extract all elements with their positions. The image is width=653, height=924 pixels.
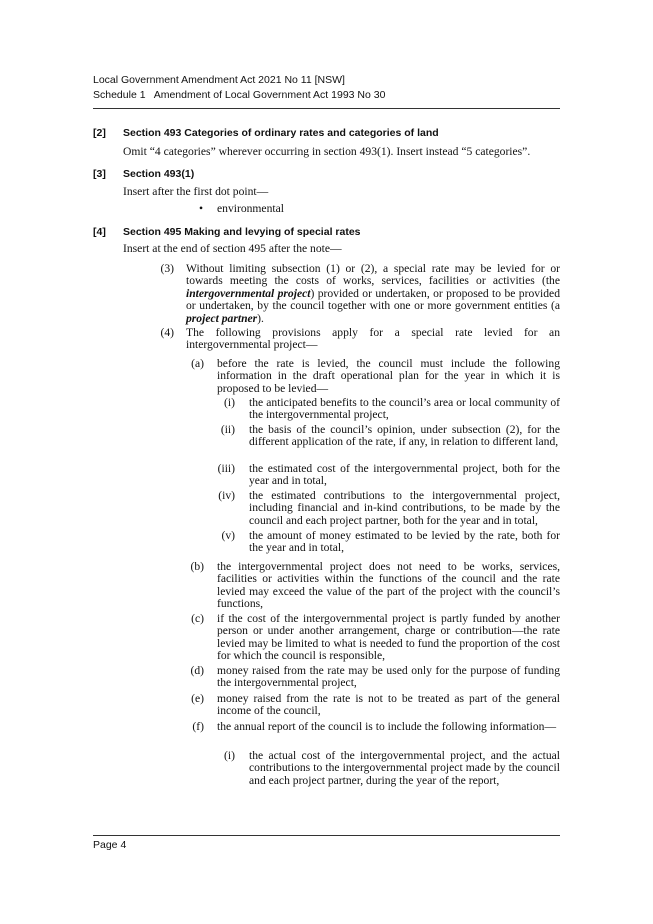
subparagraph-label: (i)	[224, 396, 235, 409]
paragraph-label: (d)	[190, 664, 204, 677]
running-header-title: Local Government Amendment Act 2021 No 11 [NSW]	[93, 74, 345, 86]
paragraph-text: if the cost of the intergovernmental project is partly funded by another person or under another arrangement, charge or contribution—the rate levied may be limited to what is needed to fund the proportion of the cost for which the council is responsible,	[217, 612, 560, 663]
subparagraph-label: (i)	[224, 749, 235, 762]
paragraph-text: money raised from the rate is not to be treated as part of the general income of the council,	[217, 692, 560, 718]
subparagraph-label: (v)	[221, 529, 235, 542]
paragraph-label: (e)	[191, 692, 204, 705]
paragraph-text: money raised from the rate may be used only for the purpose of funding the intergovernmental project,	[217, 664, 560, 690]
defined-term: intergovernmental project	[186, 286, 311, 300]
bullet-icon: •	[199, 202, 204, 215]
paragraph-label: (f)	[192, 720, 204, 733]
header-rule	[93, 108, 560, 109]
subsection-label: (4)	[160, 326, 174, 339]
paragraph-label: (b)	[190, 560, 204, 573]
subparagraph-text: the amount of money estimated to be levied by the rate, both for the year and in total,	[249, 529, 560, 555]
subsection-label: (3)	[160, 262, 174, 275]
amendment-heading: Section 495 Making and levying of special rates	[123, 226, 361, 238]
paragraph-text: before the rate is levied, the council must include the following information in the draft operational plan for the year in which it is proposed to be levied—	[217, 357, 560, 395]
defined-term: project partner	[186, 311, 258, 325]
subparagraph-label: (iv)	[218, 489, 235, 502]
subsection-text: Without limiting subsection (1) or (2), a special rate may be levied for or towards meeting the costs of works, services, facilities or activities (the intergovernmental project) provided or undertaken, or proposed to be provided or undertaken, by the council together with one or more government entities (a project partner).	[186, 262, 560, 325]
amendment-number: [4]	[93, 226, 106, 238]
subsection-text: The following provisions apply for a special rate levied for an intergovernmental project—	[186, 326, 560, 352]
page-number: Page 4	[93, 839, 127, 851]
paragraph-label: (a)	[191, 357, 204, 370]
amendment-text: Insert after the first dot point—	[123, 185, 269, 198]
paragraph-label: (c)	[191, 612, 204, 625]
subparagraph-text: the anticipated benefits to the council’s area or local community of the intergovernmental project,	[249, 396, 560, 422]
amendment-heading: Section 493 Categories of ordinary rates and categories of land	[123, 127, 439, 139]
paragraph-text: the intergovernmental project does not need to be works, services, facilities or activities within the functions of the council and the rate levied may exceed the value of the part of the project with the council’s functions,	[217, 560, 560, 611]
amendment-number: [2]	[93, 127, 106, 139]
subparagraph-text: the estimated contributions to the intergovernmental project, including financial and in-kind contributions, to be made by the council and each project partner, both for the year and in total,	[249, 489, 560, 527]
footer-rule	[93, 835, 560, 836]
paragraph-text: the annual report of the council is to include the following information—	[217, 720, 557, 733]
amendment-text: Insert at the end of section 495 after the note—	[123, 242, 342, 255]
subparagraph-label: (ii)	[220, 423, 235, 436]
amendment-text: Omit “4 categories” wherever occurring in section 493(1). Insert instead “5 categories”.	[123, 145, 531, 158]
subparagraph-label: (iii)	[217, 462, 235, 475]
amendment-number: [3]	[93, 168, 106, 180]
bullet-text: environmental	[217, 202, 284, 215]
subparagraph-text: the actual cost of the intergovernmental project, and the actual contributions to the intergovernmental project made by the council and each project partner, during the year of the report,	[249, 749, 560, 787]
subparagraph-text: the basis of the council’s opinion, under subsection (2), for the different application of the rate, if any, in relation to different land,	[249, 423, 560, 449]
running-header-schedule: Schedule 1 Amendment of Local Government Act 1993 No 30	[93, 89, 386, 101]
subparagraph-text: the estimated cost of the intergovernmental project, both for the year and in total,	[249, 462, 560, 488]
amendment-heading: Section 493(1)	[123, 168, 195, 180]
